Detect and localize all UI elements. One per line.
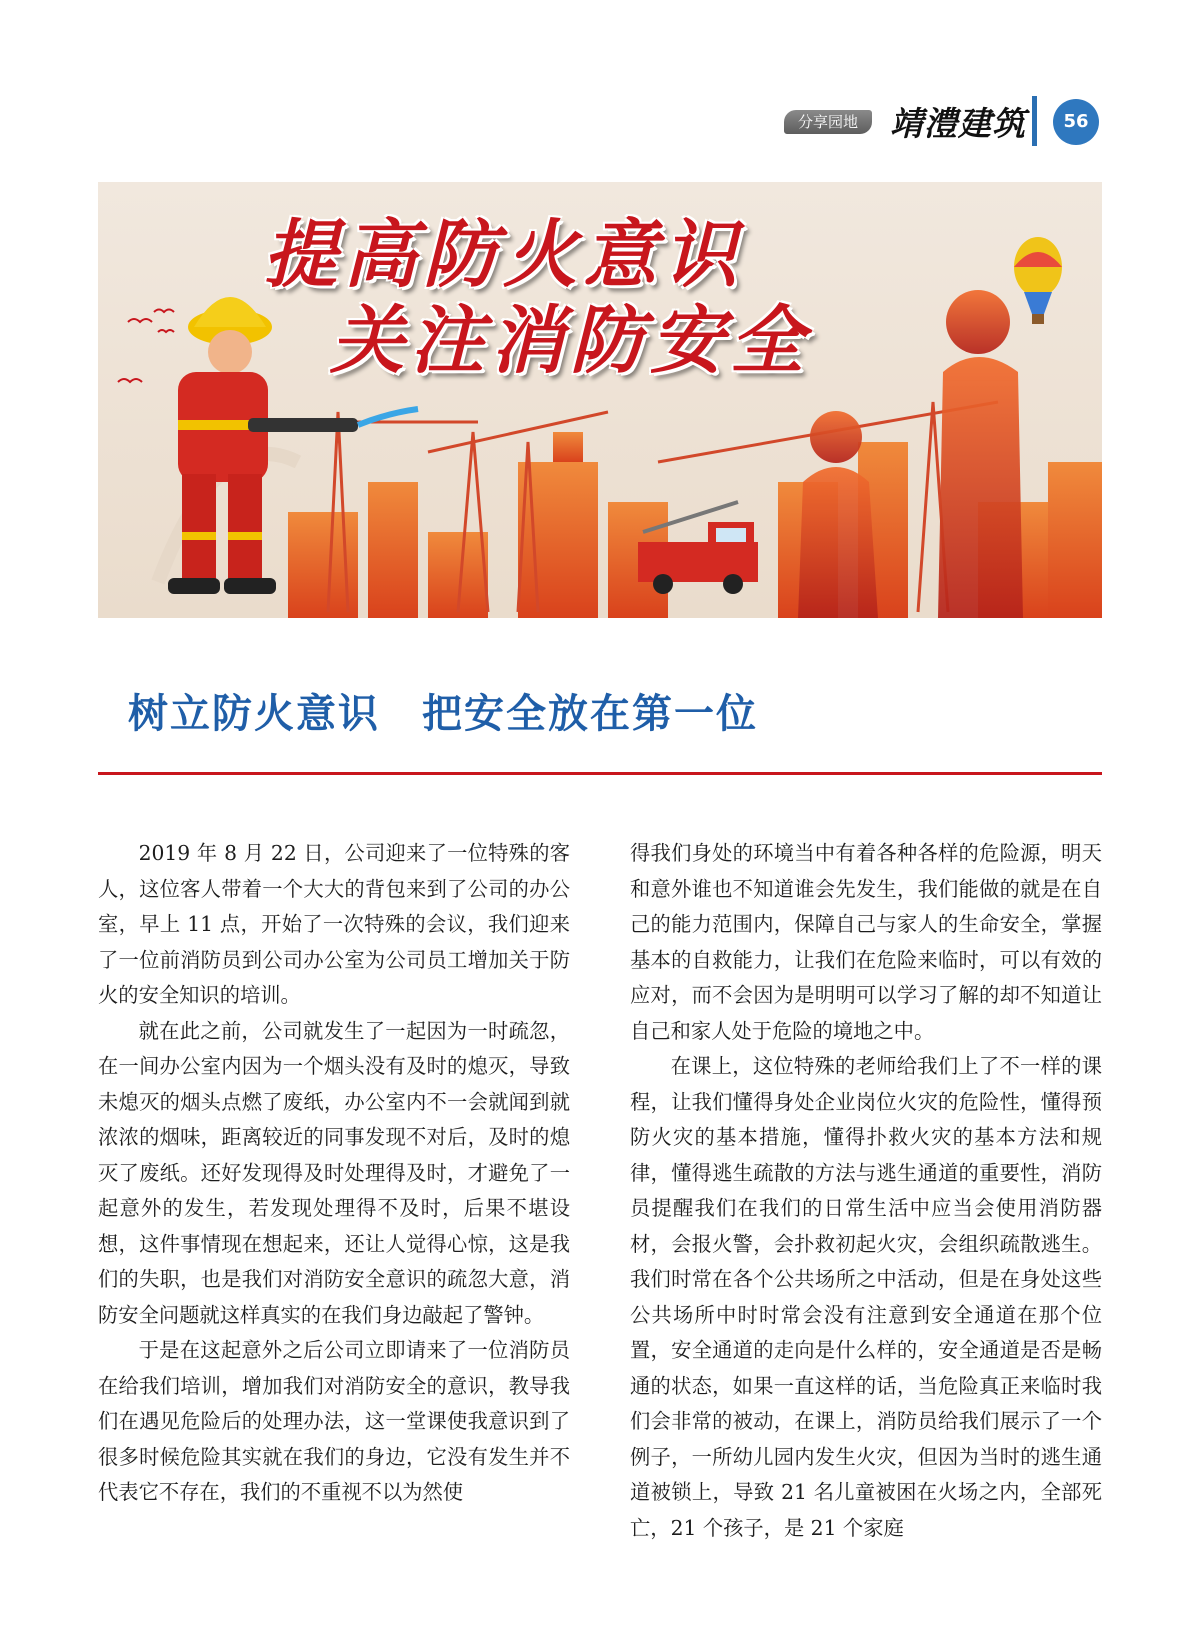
title-divider	[98, 772, 1102, 775]
hot-air-balloon-icon	[1014, 237, 1062, 324]
article-column-left	[98, 836, 570, 1511]
banner-headline-1: 提高防火意识	[263, 212, 743, 298]
paragraph: 在课上，这位特殊的老师给我们上了不一样的课程，让我们懂得身处企业岗位火灾的危险性，懂得预防火灾的基本措施，懂得扑救火灾的基本方法和规律，懂得逃生疏散的方法与逃生通道的重要性，消防员提醒我们在我们的日常生活中应当会使用消防器材，会报火警，会扑救初起火灾，会组织疏散逃生。我们时常在各个公共场所之中活动，但是在身处这些公共场所中时时常会没有注意到安全通道在那个位置，安全通道的走向是什么样的，安全通道是否是畅通的状态，如果一直这样的话，当危险真正来临时我们会非常的被动，在课上，消防员给我们展示了一个例子，一所幼儿园内发生火灾，但因为当时的逃生通道被锁上，导致 21 名儿童被困在火场之内，全部死亡，21 个孩子，是 21 个家庭	[630, 1054, 1102, 1540]
paragraph: 就在此之前，公司就发生了一起因为一时疏忽，在一间办公室内因为一个烟头没有及时的熄灭，导致未熄灭的烟头点燃了废纸，办公室内不一会就闻到就浓浓的烟味，距离较近的同事发现不对后，及时的熄灭了废纸。还好发现得及时处理得及时，才避免了一起意外的发生，若发现处理得不及时，后果不堪设想，这件事情现在想起来，还让人觉得心惊，这是我们的失职，也是我们对消防安全意识的疏忽大意，消防安全问题就这样真实的在我们身边敲起了警钟。	[98, 1018, 570, 1327]
article-column-right	[630, 836, 1102, 1546]
paragraph: 于是在这起意外之后公司立即请来了一位消防员在给我们培训，增加我们对消防安全的意识，教导我们在遇见危险后的处理办法，这一堂课使我意识到了很多时候危险其实就在我们的身边，它没有发生并不代表它不存在，我们的不重视不以为然使	[98, 1338, 570, 1504]
page-number: 56	[1053, 99, 1099, 145]
bird-icon	[118, 310, 174, 383]
firefighter-silhouette	[798, 290, 1023, 618]
banner-headline-2: 关注消防安全	[330, 298, 810, 384]
magazine-title: 靖澧建筑	[890, 104, 1026, 143]
paragraph-continuation: 得我们身处的环境当中有着各种各样的危险源，明天和意外谁也不知道谁会先发生，我们能做的就是在自己的能力范围内，保障自己与家人的生命安全，掌握基本的自救能力，让我们在危险来临时，可以有效的应对，而不会因为是明明可以学习了解的却不知道让自己和家人处于危险的境地之中。	[630, 841, 1102, 1043]
paragraph: 2019 年 8 月 22 日，公司迎来了一位特殊的客人，这位客人带着一个大大的背包来到了公司的办公室，早上 11 点，开始了一次特殊的会议，我们迎来了一位前消防员到公司办公室为公司员工增加关于防火的安全知识的培训。	[98, 841, 570, 1007]
section-tag: 分享园地	[784, 110, 872, 134]
banner-image	[98, 182, 1102, 618]
page-header	[770, 92, 1110, 152]
header-divider	[1032, 96, 1037, 146]
article-title: 树立防火意识 把安全放在第一位	[128, 691, 758, 737]
